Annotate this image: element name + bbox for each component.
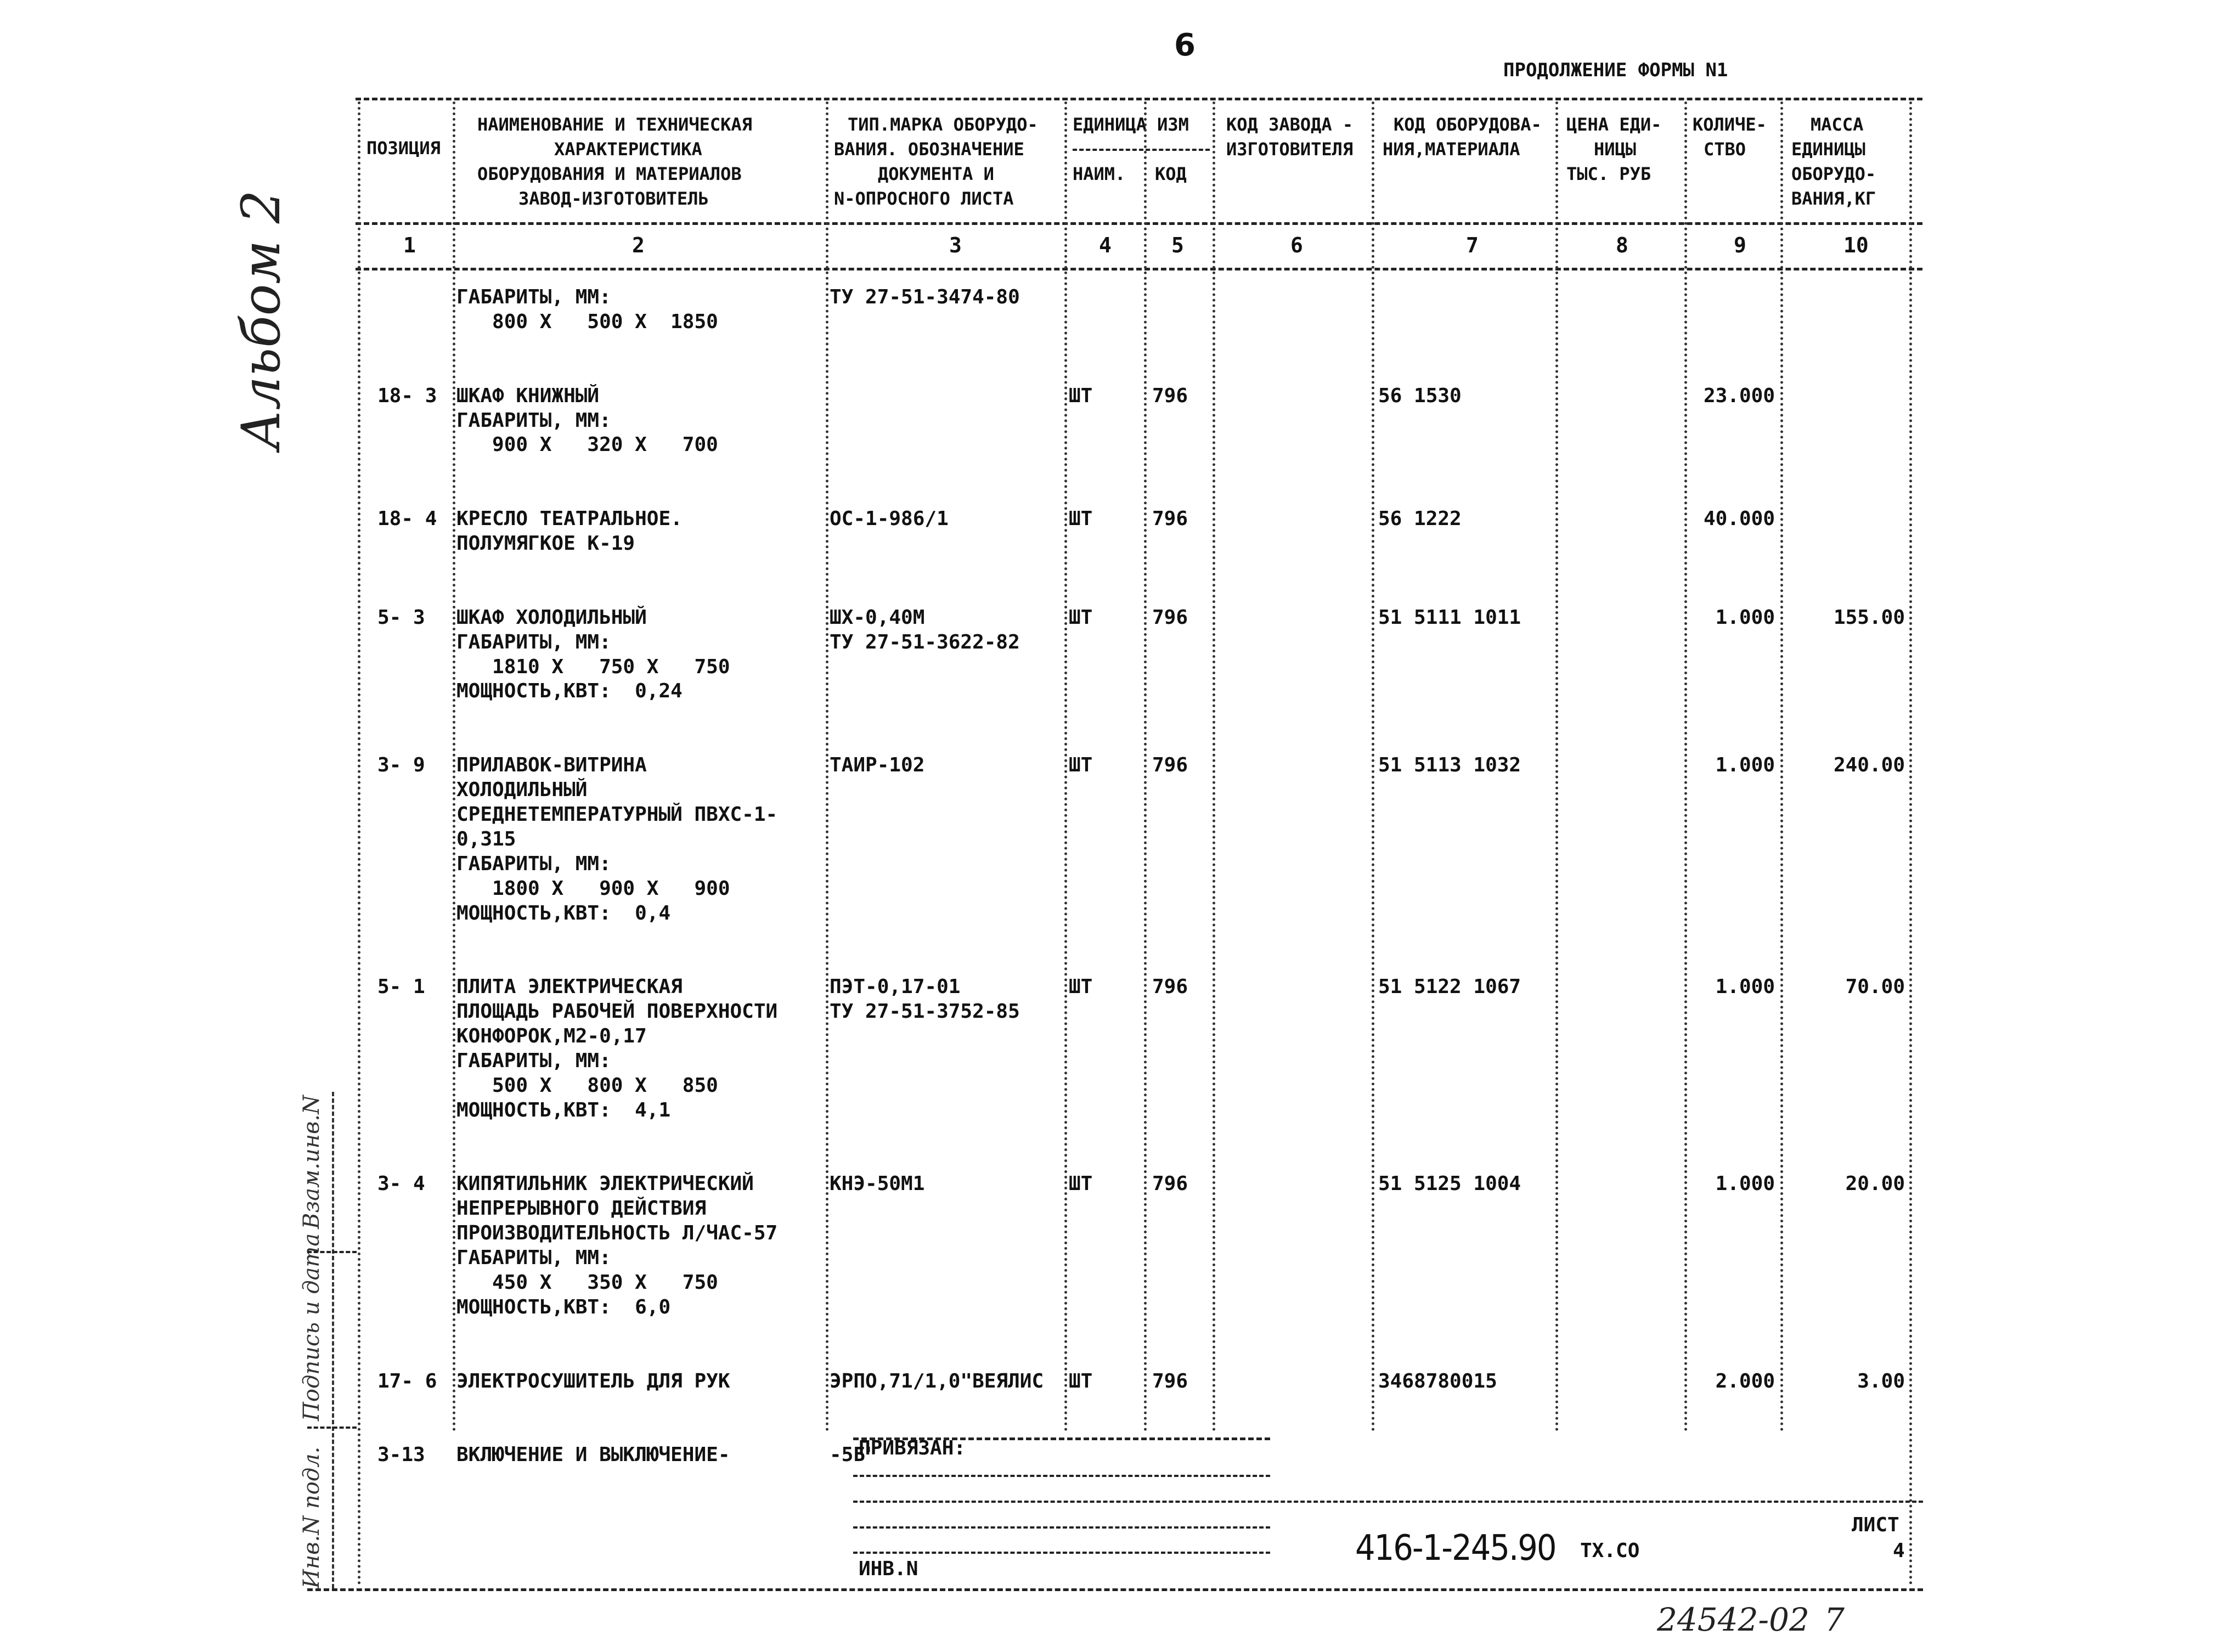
stamp-line-2 bbox=[853, 1501, 1923, 1503]
column-separator bbox=[1213, 102, 1215, 1432]
table-bottom-border bbox=[307, 1588, 1923, 1591]
row-name: 0,315 bbox=[456, 827, 516, 850]
row-unit-code: 796 bbox=[1152, 1172, 1188, 1196]
row-unit-code: 796 bbox=[1152, 976, 1188, 999]
footer-page: 7 bbox=[1824, 1601, 1845, 1638]
row-name: ПРИЛАВОК-ВИТРИНА bbox=[456, 754, 647, 777]
stamp-doc-suffix: ТХ.СО bbox=[1580, 1540, 1640, 1562]
row-name: 1800 X 900 X 900 bbox=[456, 877, 730, 900]
stamp-inv-label: ИНВ.N bbox=[859, 1558, 918, 1580]
header-unit-group: ЕДИНИЦА ИЗМ bbox=[1073, 114, 1189, 135]
row-type-mark: ТУ 27-51-3474-80 bbox=[830, 286, 1020, 308]
header-mass-line1: МАССА bbox=[1811, 114, 1864, 135]
row-name: 500 X 800 X 850 bbox=[456, 1074, 718, 1097]
colnum-bottom-border bbox=[356, 268, 1922, 270]
header-unit-divider bbox=[1073, 149, 1210, 151]
colnum-3: 3 bbox=[949, 233, 962, 257]
row-mass: 3.00 bbox=[1857, 1369, 1905, 1392]
column-separator bbox=[1555, 102, 1558, 1432]
row-mass: 20.00 bbox=[1845, 1172, 1905, 1196]
row-name: ШКАФ КНИЖНЫЙ bbox=[456, 384, 600, 407]
colnum-7: 7 bbox=[1466, 233, 1479, 257]
row-name: КРЕСЛО ТЕАТРАЛЬНОЕ. bbox=[456, 508, 683, 531]
margin-inv-replace: Взам.инв.N bbox=[299, 1095, 324, 1229]
row-name: КИПЯТИЛЬНИК ЭЛЕКТРИЧЕСКИЙ bbox=[456, 1172, 754, 1196]
colnum-2: 2 bbox=[632, 233, 645, 257]
header-price-line3: ТЫС. РУБ bbox=[1566, 163, 1651, 184]
row-mass: 240.00 bbox=[1833, 754, 1905, 777]
header-mass-line3: ОБОРУДО- bbox=[1791, 163, 1876, 184]
row-name: ГАБАРИТЫ, ММ: bbox=[456, 409, 611, 432]
header-name-line3: ОБОРУДОВАНИЯ И МАТЕРИАЛОВ bbox=[477, 163, 742, 184]
row-name: ГАБАРИТЫ, ММ: bbox=[456, 1049, 611, 1072]
header-bottom-border bbox=[356, 222, 1922, 225]
row-name: ГАБАРИТЫ, ММ: bbox=[456, 852, 611, 875]
header-position: ПОЗИЦИЯ bbox=[366, 138, 441, 159]
colnum-10: 10 bbox=[1843, 233, 1869, 257]
column-separator bbox=[453, 102, 455, 1432]
row-name: ХОЛОДИЛЬНЫЙ bbox=[456, 779, 588, 801]
row-unit-name: ШТ bbox=[1069, 1369, 1093, 1392]
colnum-6: 6 bbox=[1290, 233, 1303, 257]
row-unit-name: ШТ bbox=[1069, 508, 1093, 531]
row-position: 3- 4 bbox=[377, 1172, 425, 1196]
header-unit-name: НАИМ. bbox=[1073, 163, 1126, 184]
form-title: ПРОДОЛЖЕНИЕ ФОРМЫ N1 bbox=[1503, 59, 1728, 81]
row-name: ГАБАРИТЫ, ММ: bbox=[456, 1247, 611, 1270]
row-unit-name: ШТ bbox=[1069, 1172, 1093, 1196]
header-factory-line1: КОД ЗАВОДА - bbox=[1226, 114, 1354, 135]
header-material-line2: НИЯ,МАТЕРИАЛА bbox=[1383, 139, 1520, 160]
header-name-line4: ЗАВОД-ИЗГОТОВИТЕЛЬ bbox=[518, 188, 709, 209]
row-name: ВКЛЮЧЕНИЕ И ВЫКЛЮЧЕНИЕ- bbox=[456, 1444, 730, 1467]
row-type-mark: -5Б" bbox=[830, 1444, 877, 1467]
row-material-code: 51 5111 1011 bbox=[1378, 606, 1521, 629]
header-price-line1: ЦЕНА ЕДИ- bbox=[1566, 114, 1662, 135]
row-name: 450 X 350 X 750 bbox=[456, 1271, 718, 1294]
row-name: ГАБАРИТЫ, ММ: bbox=[456, 286, 611, 308]
row-name: МОЩНОСТЬ,КВТ: 0,4 bbox=[456, 901, 671, 924]
page-number: 6 bbox=[1174, 27, 1196, 63]
row-material-code: 56 1222 bbox=[1378, 508, 1462, 531]
row-name: ПОЛУМЯГКОЕ К-19 bbox=[456, 532, 635, 555]
header-factory-line2: ИЗГОТОВИТЕЛЯ bbox=[1226, 139, 1354, 160]
row-position: 3- 9 bbox=[377, 754, 425, 777]
row-quantity: 1.000 bbox=[1715, 606, 1775, 629]
row-quantity: 40.000 bbox=[1703, 508, 1775, 531]
stamp-bound-label: ПРИВЯЗАН: bbox=[859, 1437, 966, 1459]
row-position: 5- 3 bbox=[377, 606, 425, 629]
row-name: 1810 X 750 X 750 bbox=[456, 655, 730, 678]
header-type-line1: ТИП.МАРКА ОБОРУДО- bbox=[848, 114, 1038, 135]
header-material-line1: КОД ОБОРУДОВА- bbox=[1394, 114, 1542, 135]
colnum-9: 9 bbox=[1734, 233, 1746, 257]
row-material-code: 51 5125 1004 bbox=[1378, 1172, 1521, 1196]
row-type-mark: ОС-1-986/1 bbox=[830, 508, 949, 531]
header-mass-line4: ВАНИЯ,КГ bbox=[1791, 188, 1876, 209]
row-quantity: 1.000 bbox=[1715, 976, 1775, 999]
column-separator bbox=[826, 102, 828, 1432]
row-name: НЕПРЕРЫВНОГО ДЕЙСТВИЯ bbox=[456, 1197, 707, 1220]
colnum-8: 8 bbox=[1616, 233, 1628, 257]
row-quantity: 1.000 bbox=[1715, 754, 1775, 777]
row-material-code: 51 5122 1067 bbox=[1378, 976, 1521, 999]
column-separator bbox=[1909, 102, 1912, 1586]
margin-inv-original: Инв.N подл. bbox=[299, 1446, 324, 1588]
stamp-doc-code: 416-1-245.90 bbox=[1355, 1528, 1556, 1569]
margin-tick-1 bbox=[307, 1251, 357, 1253]
row-type-mark: ПЭТ-0,17-01 bbox=[830, 976, 961, 999]
row-unit-name: ШТ bbox=[1069, 384, 1093, 407]
row-unit-code: 796 bbox=[1152, 754, 1188, 777]
row-name: МОЩНОСТЬ,КВТ: 0,24 bbox=[456, 680, 683, 703]
row-unit-name: ШТ bbox=[1069, 976, 1093, 999]
row-position: 17- 6 bbox=[377, 1369, 437, 1392]
header-qty-line2: СТВО bbox=[1704, 139, 1746, 160]
header-name-line1: НАИМЕНОВАНИЕ И ТЕХНИЧЕСКАЯ bbox=[477, 114, 752, 135]
row-name: ПЛОЩАДЬ РАБОЧЕЙ ПОВЕРХНОСТИ bbox=[456, 1000, 778, 1023]
colnum-1: 1 bbox=[403, 233, 416, 257]
row-quantity: 1.000 bbox=[1715, 1172, 1775, 1196]
row-name: ЭЛЕКТРОСУШИТЕЛЬ ДЛЯ РУК bbox=[456, 1369, 730, 1392]
margin-line bbox=[332, 1092, 334, 1588]
row-mass: 155.00 bbox=[1833, 606, 1905, 629]
table-top-border bbox=[356, 98, 1922, 100]
row-material-code: 3468780015 bbox=[1378, 1369, 1497, 1392]
row-unit-code: 796 bbox=[1152, 1369, 1188, 1392]
column-separator bbox=[1144, 102, 1147, 1432]
row-name: СРЕДНЕТЕМПЕРАТУРНЫЙ ПВХС-1- bbox=[456, 803, 778, 826]
column-separator bbox=[1064, 102, 1067, 1432]
footer-code: 24542-02 bbox=[1657, 1601, 1809, 1638]
row-name: ШКАФ ХОЛОДИЛЬНЫЙ bbox=[456, 606, 647, 629]
row-unit-name: ШТ bbox=[1069, 606, 1093, 629]
column-separator bbox=[358, 102, 360, 1586]
margin-sign-date: Подпись и дата bbox=[299, 1233, 324, 1421]
header-qty-line1: КОЛИЧЕ- bbox=[1693, 114, 1767, 135]
row-quantity: 2.000 bbox=[1715, 1369, 1775, 1392]
row-mass: 70.00 bbox=[1845, 976, 1905, 999]
row-material-code: 51 5113 1032 bbox=[1378, 754, 1521, 777]
row-type-mark: КНЭ-50М1 bbox=[830, 1172, 925, 1196]
stamp-line-1 bbox=[853, 1475, 1270, 1477]
row-type-mark: ТУ 27-51-3752-85 bbox=[830, 1000, 1020, 1023]
row-name: 800 X 500 X 1850 bbox=[456, 310, 718, 333]
header-price-line2: НИЦЫ bbox=[1594, 139, 1637, 160]
header-unit-code: КОД bbox=[1155, 163, 1187, 184]
stamp-sheet-label: ЛИСТ bbox=[1852, 1514, 1899, 1536]
row-position: 5- 1 bbox=[377, 976, 425, 999]
row-type-mark: ЭРПО,71/1,0"ВЕЯЛИС bbox=[830, 1369, 1044, 1392]
column-separator bbox=[1684, 102, 1687, 1432]
row-type-mark: ТАИР-102 bbox=[830, 754, 925, 777]
row-position: 18- 4 bbox=[377, 508, 437, 531]
colnum-5: 5 bbox=[1171, 233, 1184, 257]
colnum-4: 4 bbox=[1099, 233, 1112, 257]
row-unit-name: ШТ bbox=[1069, 754, 1093, 777]
row-unit-code: 796 bbox=[1152, 508, 1188, 531]
header-type-line2: ВАНИЯ. ОБОЗНАЧЕНИЕ bbox=[834, 139, 1024, 160]
header-type-line3: ДОКУМЕНТА И bbox=[878, 163, 994, 184]
row-name: МОЩНОСТЬ,КВТ: 6,0 bbox=[456, 1295, 671, 1318]
row-position: 18- 3 bbox=[377, 384, 437, 407]
margin-tick-2 bbox=[307, 1427, 357, 1429]
row-type-mark: ШХ-0,40М bbox=[830, 606, 925, 629]
row-name: ПЛИТА ЭЛЕКТРИЧЕСКАЯ bbox=[456, 976, 683, 999]
row-name: ПРОИЗВОДИТЕЛЬНОСТЬ Л/ЧАС-57 bbox=[456, 1222, 778, 1245]
row-name: 900 X 320 X 700 bbox=[456, 433, 718, 456]
row-quantity: 23.000 bbox=[1703, 384, 1775, 407]
row-material-code: 56 1530 bbox=[1378, 384, 1462, 407]
stamp-line-4 bbox=[853, 1552, 1270, 1554]
row-position: 3-13 bbox=[377, 1444, 425, 1467]
row-name: ГАБАРИТЫ, ММ: bbox=[456, 630, 611, 653]
album-label: Альбом 2 bbox=[230, 190, 292, 450]
header-name-line2: ХАРАКТЕРИСТИКА bbox=[554, 139, 702, 160]
column-separator bbox=[1372, 102, 1374, 1432]
column-separator bbox=[1780, 102, 1783, 1432]
header-type-line4: N-ОПРОСНОГО ЛИСТА bbox=[834, 188, 1014, 209]
row-unit-code: 796 bbox=[1152, 384, 1188, 407]
row-name: КОНФОРОК,М2-0,17 bbox=[456, 1025, 647, 1047]
stamp-line-3 bbox=[853, 1526, 1270, 1529]
row-name: МОЩНОСТЬ,КВТ: 4,1 bbox=[456, 1098, 671, 1121]
stamp-sheet-number: 4 bbox=[1893, 1540, 1905, 1562]
row-type-mark: ТУ 27-51-3622-82 bbox=[830, 630, 1020, 653]
header-mass-line2: ЕДИНИЦЫ bbox=[1791, 139, 1865, 160]
row-unit-code: 796 bbox=[1152, 606, 1188, 629]
